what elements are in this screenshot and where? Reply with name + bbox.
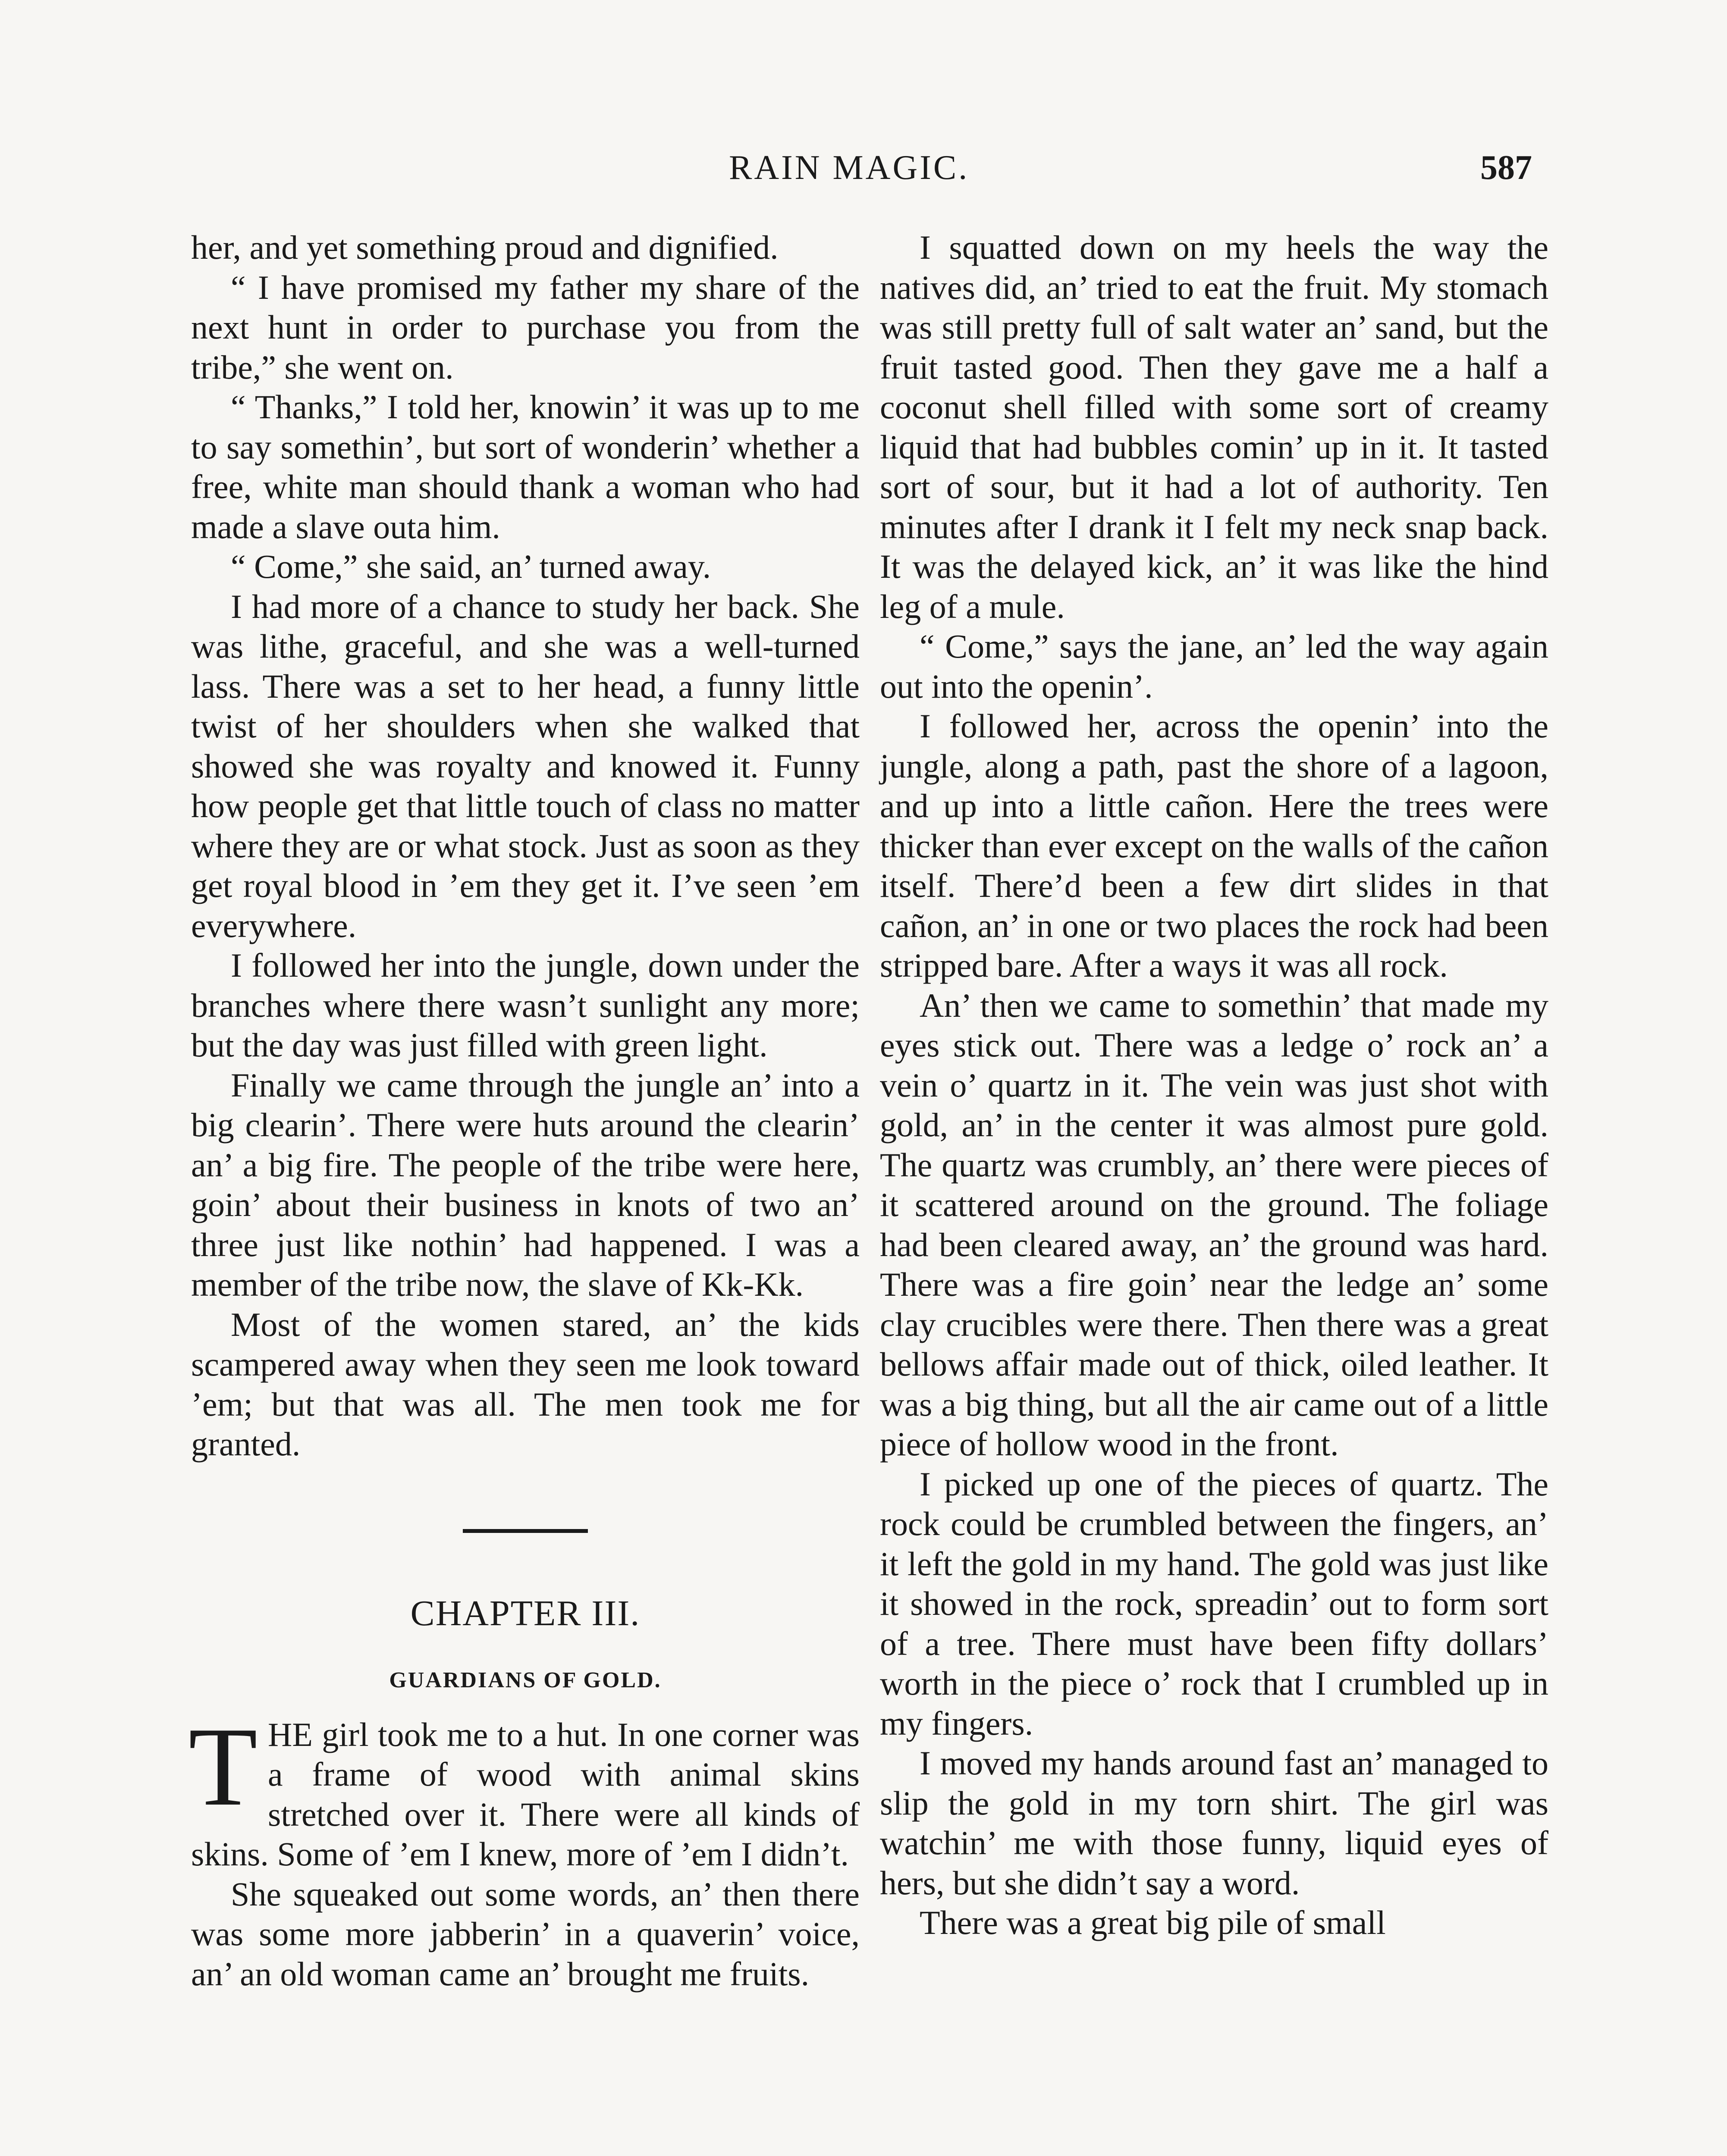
paragraph: “ Come,” says the jane, an’ led the way again out into the openin’. [880,627,1548,705]
paragraph: I had more of a chance to study her back. She was lithe, graceful, and she was a well-turned lass. There was a set to her head, a funny little twist of her shoulders when she walked that showed she was royalty and knowed it. Funny how people get that little touch of class no matter where they are or what stock. Just as soon as they get royal blood in ’em they get it. I’ve seen ’em everywhere. [191,587,860,944]
chapter-divider [463,1529,588,1533]
paragraph: “ Thanks,” I told her, knowin’ it was up to me to say somethin’, but sort of wonderin’ whether a free, white man should thank a woman who had made a slave outa him. [191,388,860,545]
drop-cap: T [188,1704,258,1829]
right-column [880,228,1548,1943]
paragraph: her, and yet something proud and dignified. [191,229,779,266]
paragraph: Most of the women stared, an’ the kids scampered away when they seen me look toward ’em; but that was all. The men took me for granted. [191,1305,860,1463]
paragraph: I picked up one of the pieces of quartz. The rock could be crumbled between the fingers, an’ it left the gold in my hand. The gold was just like it showed in the rock, spreadin’ out to form sort of a tree. There must have been fifty dollars’ worth in the piece o’ rock that I crumbled up in my fingers. [880,1465,1548,1742]
chapter-opening-paragraph [188,1704,860,1874]
paragraph: I followed her, across the openin’ into the jungle, along a path, past the shore of a lagoon, and up into a little cañon. Here the trees were thicker than ever except on the walls of the cañon itself. There’d been a few dirt slides in that cañon, an’ in one or two places the rock had been stripped bare. After a ways it was all rock. [880,707,1548,984]
paragraph: “ I have promised my father my share of the next hunt in order to purchase you from the tribe,” she went on. [191,268,860,386]
chapter-subtitle: GUARDIANS OF GOLD. [389,1667,662,1692]
paragraph: I moved my hands around fast an’ managed to slip the gold in my torn shirt. The girl was watchin’ me with those funny, liquid eyes of hers, but she didn’t say a word. [880,1744,1548,1902]
paragraph-text: HE girl took me to a hut. In one corner was a frame of wood with animal skins stretched over it. There were all kinds of skins. Some of ’em I knew, more of ’em I didn’t. [191,1715,860,1873]
page-header [0,148,1727,200]
paragraph: I followed her into the jungle, down under the branches where there wasn’t sunlight any more; but the day was just filled with green light. [191,946,860,1064]
paragraph: I squatted down on my heels the way the natives did, an’ tried to eat the fruit. My stomach was still pretty full of salt water an’ sand, but the fruit tasted good. Then they gave me a half a coconut shell filled with some sort of creamy liquid that had bubbles comin’ up in it. It tasted sort of sour, but it had a lot of authority. Ten minutes after I drank it I felt my neck snap back. It was the delayed kick, an’ it was like the hind leg of a mule. [880,229,1548,625]
paragraph: Finally we came through the jungle an’ into a big clearin’. There were huts around the clearin’ an’ a big fire. The people of the tribe were here, goin’ about their business in knots of two an’ three just like nothin’ had happened. I was a member of the tribe now, the slave of Kk-Kk. [191,1066,860,1303]
running-title: RAIN MAGIC. [729,149,970,187]
paragraph: She squeaked out some words, an’ then there was some more jabberin’ in a quaverin’ voice, an’ an old woman came an’ brought me fruits. [191,1875,860,1993]
paragraph: There was a great big pile of small [920,1904,1386,1941]
page-number: 587 [1480,149,1532,187]
paragraph: An’ then we came to somethin’ that made my eyes stick out. There was a ledge o’ rock an’ a vein o’ quartz in it. The vein was just shot with gold, an’ in the center it was almost pure gold. The quartz was crumbly, an’ there were pieces of it scattered around on the ground. The foliage had been cleared away, an’ the ground was hard. There was a fire goin’ near the ledge an’ some clay crucibles were there. Then there was a great bellows affair made out of thick, oiled leather. It was a big thing, but all the air came out of a little piece of hollow wood in the front. [880,986,1548,1463]
chapter-title: CHAPTER III. [410,1593,641,1633]
left-column [188,228,860,1994]
paragraph: “ Come,” she said, an’ turned away. [231,548,711,585]
